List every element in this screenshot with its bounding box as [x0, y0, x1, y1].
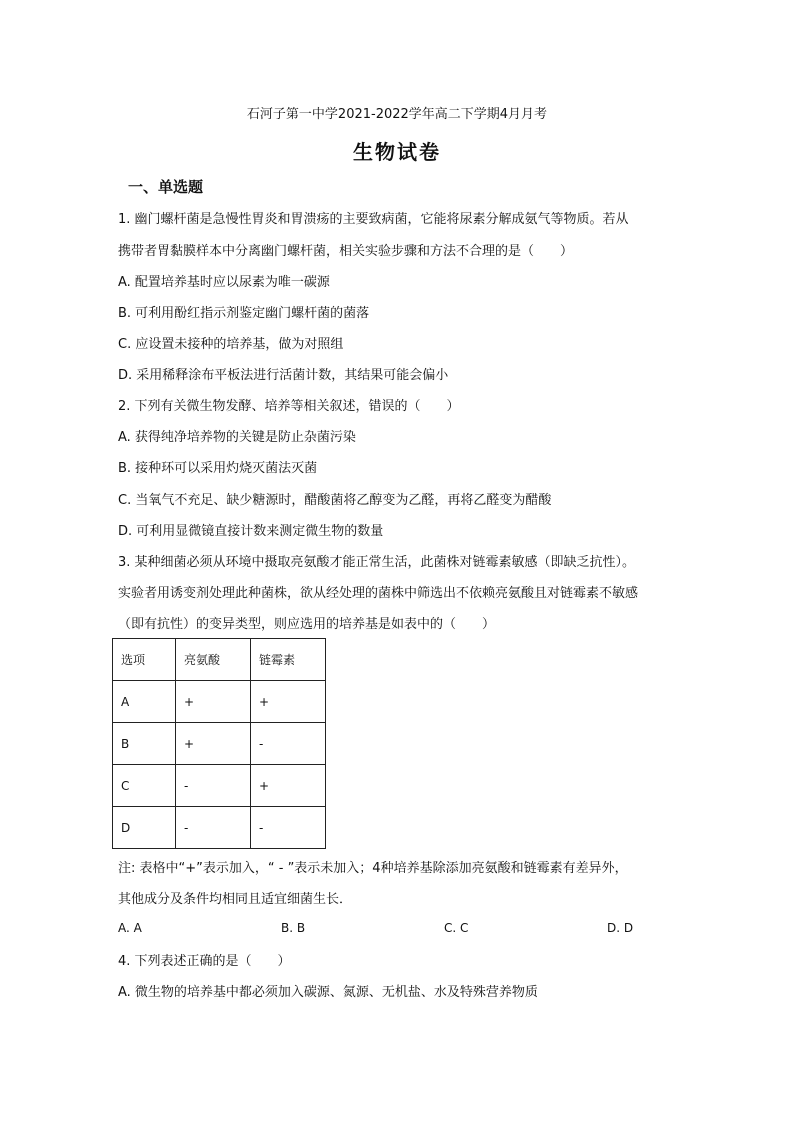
q3-choice-d: D. D — [607, 921, 634, 935]
q4-stem: 4. 下列表述正确的是（ ） — [118, 954, 291, 969]
q2-option-d: D. 可利用显微镜直接计数来测定微生物的数量 — [118, 524, 384, 539]
table-cell: - — [251, 723, 326, 765]
table-cell: C — [113, 765, 176, 807]
table-header-row — [113, 639, 326, 681]
table-row — [113, 807, 326, 849]
q4-option-a: A. 微生物的培养基中都必须加入碳源、氮源、无机盐、水及特殊营养物质 — [118, 985, 538, 1000]
table-header-cell: 链霉素 — [251, 639, 326, 681]
exam-title: 生物试卷 — [353, 140, 441, 164]
table-row — [113, 681, 326, 723]
table-cell: - — [176, 765, 251, 807]
table-cell: D — [113, 807, 176, 849]
q3-choice-c: C. C — [444, 921, 469, 935]
table-header-cell: 亮氨酸 — [176, 639, 251, 681]
q1-stem-line2: 携带者胃黏膜样本中分离幽门螺杆菌，相关实验步骤和方法不合理的是（ ） — [118, 244, 574, 259]
table-cell: B — [113, 723, 176, 765]
q2-option-a: A. 获得纯净培养物的关键是防止杂菌污染 — [118, 430, 356, 445]
table-cell: + — [176, 681, 251, 723]
exam-header: 石河子第一中学2021-2022学年高二下学期4月月考 — [246, 107, 548, 122]
table-cell: - — [176, 807, 251, 849]
q3-stem-line3: （即有抗性）的变异类型，则应选用的培养基是如表中的（ ） — [118, 617, 496, 632]
q2-option-b: B. 接种环可以采用灼烧灭菌法灭菌 — [118, 461, 318, 476]
q3-stem-line1: 3. 某种细菌必须从环境中摄取亮氨酸才能正常生活，此菌株对链霉素敏感（即缺乏抗性）。 — [118, 555, 636, 570]
table-row — [113, 765, 326, 807]
q3-options-table — [112, 638, 326, 849]
q1-option-d: D. 采用稀释涂布平板法进行活菌计数，其结果可能会偏小 — [118, 368, 449, 383]
table-cell: A — [113, 681, 176, 723]
q3-note-line1: 注: 表格中“+”表示加入，“ - ”表示未加入；4种培养基除添加亮氨酸和链霉素有差异外， — [118, 861, 628, 876]
table-cell: + — [176, 723, 251, 765]
q3-choice-a: A. A — [118, 921, 142, 935]
section-heading: 一、单选题 — [128, 178, 204, 196]
q3-note-line2: 其他成分及条件均相同且适宜细菌生长． — [118, 892, 353, 907]
table-cell: - — [251, 807, 326, 849]
q3-stem-line2: 实验者用诱变剂处理此种菌株，欲从经处理的菌株中筛选出不依赖亮氨酸且对链霉素不敏感 — [118, 586, 639, 601]
q2-option-c: C. 当氧气不充足、缺少糖源时，醋酸菌将乙醇变为乙醛，再将乙醛变为醋酸 — [118, 493, 552, 508]
q1-option-c: C. 应设置未接种的培养基，做为对照组 — [118, 337, 344, 352]
table-cell: + — [251, 765, 326, 807]
table-header-cell: 选项 — [113, 639, 176, 681]
q1-stem-line1: 1. 幽门螺杆菌是急慢性胃炎和胃溃疡的主要致病菌，它能将尿素分解成氨气等物质。若从 — [118, 212, 629, 227]
table-row — [113, 723, 326, 765]
q3-choice-b: B. B — [281, 921, 306, 935]
table-cell: + — [251, 681, 326, 723]
q2-stem: 2. 下列有关微生物发酵、培养等相关叙述，错误的（ ） — [118, 399, 460, 414]
q1-option-b: B. 可利用酚红指示剂鉴定幽门螺杆菌的菌落 — [118, 306, 370, 321]
q1-option-a: A. 配置培养基时应以尿素为唯一碳源 — [118, 275, 330, 290]
